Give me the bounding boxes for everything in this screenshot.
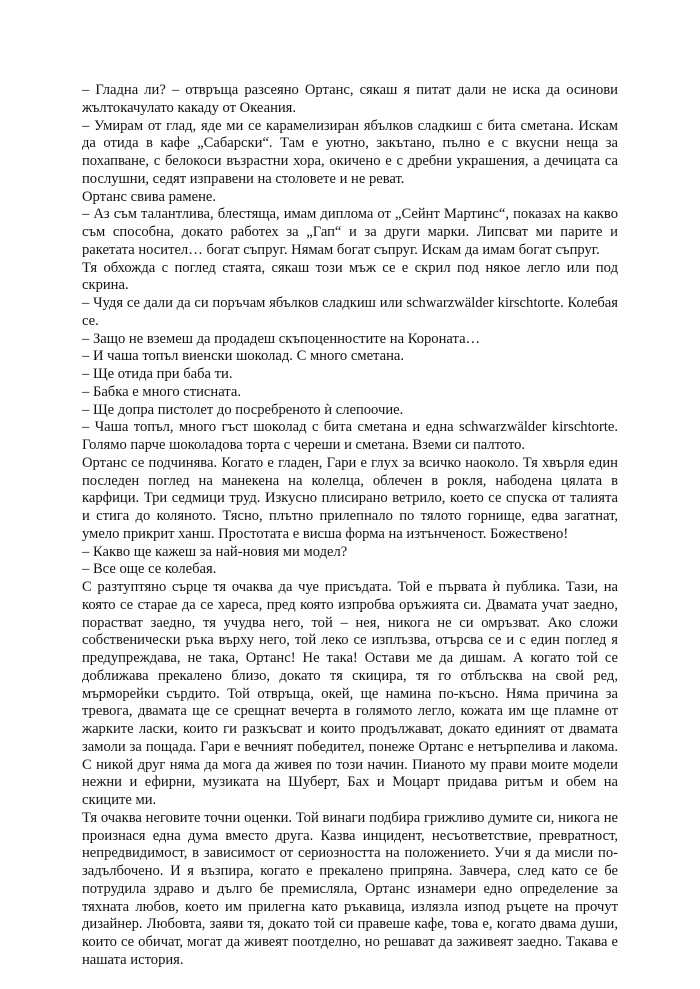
paragraph: – Какво ще кажеш за най-новия ми модел? <box>82 543 348 560</box>
document-page <box>82 82 618 970</box>
paragraph: Ортанс свива рамене. <box>82 188 217 205</box>
paragraph: – Защо не вземеш да продадеш скъпоценностите на Короната… <box>82 330 481 347</box>
paragraph: – Аз съм талантлива, блестяща, имам диплома от „Сейнт Мартинс“, показах на какво съм способна, докато работех за „Гап“ и за други марки. Липсват ми парите и ракетата носител… богат съпруг. Нямам богат съпруг. Искам да имам богат съпруг. <box>82 206 618 258</box>
paragraph: С разтуптяно сърце тя очаква да чуе присъдата. Той е първата ѝ публика. Тази, на която се старае да се хареса, пред която изпробва оръжията си. Двамата учат заедно, порастват заедно, тя учудва него, той – нея, никога не си омръзват. Ако сложи собственически ръка върху него, той леко се изплъзва, отърсва се и с един поглед я предупреждава, не така, Ортанс! Не така! Остави ме да дишам. А когато той се доближава прекалено близо, докато тя скицира, тя го отблъсква на свой ред, мърморейки сърдито. Той отвръща, окей, ще намина по-късно. Няма причина за тревога, двамата ще се срещнат вечерта в голямото легло, кожата им ще пламне от жарките ласки, които ги разкъсват и които продължават, докато единият от двамата замоли за пощада. Гари е вечният победител, понеже Ортанс е нетърпелива и лакома. С никой друг няма да мога да живея по този начин. Пианото му прави моите модели нежни и ефирни, музиката на Шуберт, Бах и Моцарт придава ритъм и обем на скиците ми. <box>82 579 618 808</box>
paragraph: – Чудя се дали да си поръчам ябълков сладкиш или schwarzwälder kirschtorte. Колебая се. <box>82 295 618 329</box>
paragraph: – Ще отида при баба ти. <box>82 366 233 382</box>
paragraph: – Все още се колебая. <box>82 561 217 578</box>
paragraph: – Ще допра пистолет до посребреното ѝ слепоочие. <box>82 401 404 418</box>
paragraph: – И чаша топъл виенски шоколад. С много сметана. <box>82 348 405 365</box>
paragraph: Тя обхожда с поглед стаята, сякаш този мъж се е скрил под някое легло или под скрина. <box>82 259 618 294</box>
paragraph: – Гладна ли? – отвръща разсеяно Ортанс, сякаш я питат дали не иска да осинови жълтокачулато какаду от Океания. <box>82 82 618 116</box>
paragraph: – Бабка е много стисната. <box>82 383 241 400</box>
paragraph: Ортанс се подчинява. Когато е гладен, Гари е глух за всичко наоколо. Тя хвърля един последен поглед на манекена на колелца, облечен в рокля, набодена цялата в карфици. Три седмици труд. Изкусно плисирано ветрило, което се спуска от талията и стига до коляното. Тясно, плътно прилепнало по тялото горнище, едва загатнат, умело прикрит ханш. Простотата е висша форма на изтънченост. Божествено! <box>82 454 618 542</box>
paragraph: – Чаша топъл, много гъст шоколад с бита сметана и една schwarzwälder kirschtorte. Голямо парче шоколадова торта с череши и сметана. Вземи си палтото. <box>82 419 618 453</box>
paragraph: Тя очаква неговите точни оценки. Той винаги подбира грижливо думите си, никога не произнася една дума вместо друга. Казва инцидент, несъответствие, превратност, непредвидимост, в зависимост от сериозността на положението. Учи я да мисли по-задълбочено. И я възпира, когато е прекалено припряна. Завчера, след като се бе потрудила здраво и дълго бе премисляла, Ортанс изнамери едно определение за тяхната любов, което им прилегна като ръкавица, излязла изпод ръцете на прочут дизайнер. Любовта, заяви тя, докато той си правеше кафе, това е, когато двама души, които се обичат, могат да живеят поотделно, но решават да заживеят заедно. Такава е нашата история. <box>82 809 618 968</box>
paragraph: – Умирам от глад, яде ми се карамелизиран ябълков сладкиш с бита сметана. Искам да отида в кафе „Сабарски“. Там е уютно, закътано, пълно е с вкусни неща за похапване, с белокоси възрастни хора, окичено е с дребни украшения, а дечицата са послушни, седят изправени на столовете и не реват. <box>82 117 618 187</box>
